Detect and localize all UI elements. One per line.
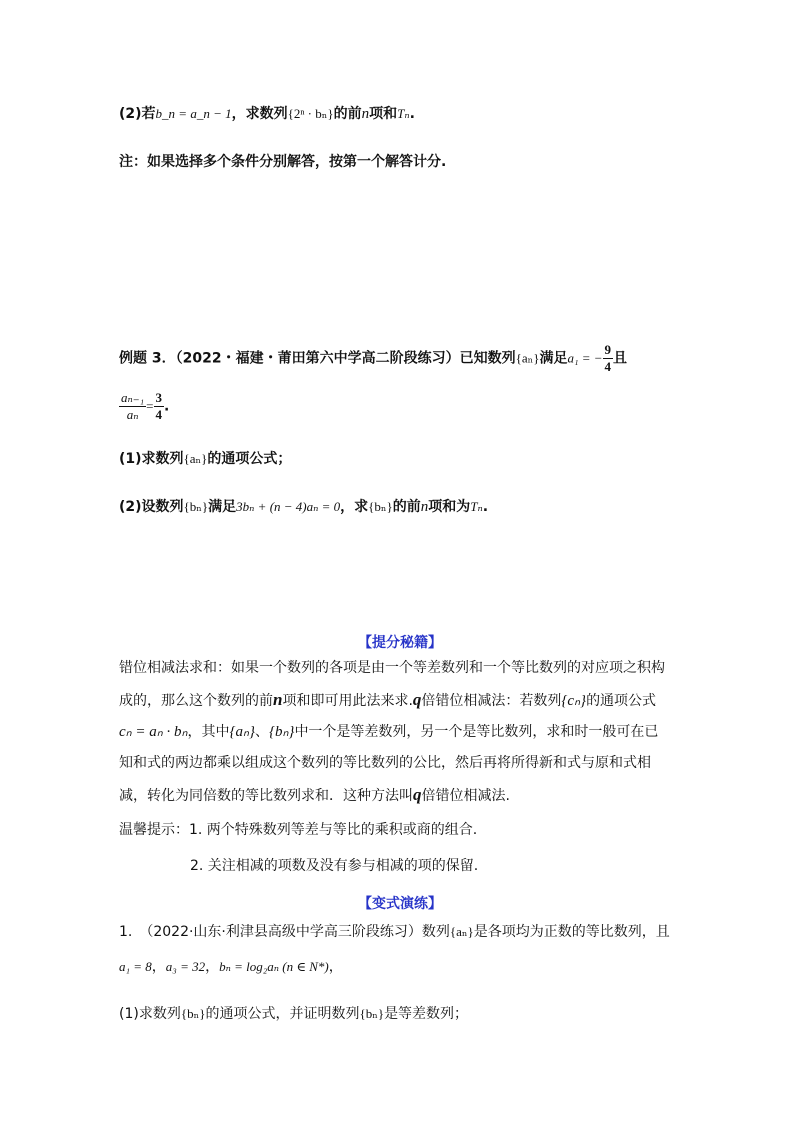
tips-l3-seq2: {bₙ} [268,724,295,740]
ratio-val-fraction [154,390,165,423]
example-3-a1: a₁ = − [567,350,603,366]
tips-l3-seq1: {aₙ} [229,724,255,740]
pr-q1-seq: {bₙ} [180,1006,206,1021]
question-2-top [119,104,415,124]
e3q2-formula: 3bₙ + (n − 4)aₙ = 0 [236,499,341,514]
pr-l1a: 1. （2022·山东·利津县高级中学高三阶段练习）数列 [119,924,450,940]
tips-l2d: 的通项公式 [586,693,657,709]
tips-line-4: 知和式的两边都乘以组成这个数列的等比数列的公比，然后再将所得新和式与原和式相 [119,755,651,771]
tips-line-1: 错位相减法求和：如果一个数列的各项是由一个等差数列和一个等比数列的对应项之积构 [119,660,665,676]
q2-seq: {2ⁿ · bₙ} [287,106,334,121]
example-3-line1 [119,342,627,375]
ratio-eq: = [146,398,154,414]
tips-l2b: 项和即可用此法来求. [282,693,413,709]
hint-1: 温馨提示：1. 两个特殊数列等差与等比的乘积或商的组合. [119,822,478,838]
example-3-prefix: 例题 3．（2022・福建・莆田第六中学高二阶段练习）已知数列 [119,350,516,367]
q2-label: (2)若 [119,106,156,122]
pr-l1-seq: {aₙ} [449,924,474,939]
tips-line-5 [119,779,699,812]
practice-line-1 [119,922,670,942]
tips-line-2 [119,684,699,717]
e3q2-tail2: 项和为 [428,499,471,515]
tips-l3-sep: 、 [254,724,269,740]
e3q2-mid: ，求 [340,499,369,515]
q2-formula: b_n = a_n − 1 [155,106,232,121]
practice-q1 [119,1004,468,1024]
e3q2-label: (2)设数列 [119,499,184,515]
e3q2-T: Tₙ [470,499,483,514]
pr-l1b: 是各项均为正数的等比数列，且 [473,924,670,940]
e3q2-seq2: {bₙ} [368,499,393,514]
q2-tail2: 项和 [369,106,398,122]
q2-mid: ，求数列 [231,106,288,122]
tips-heading: 【提分秘籍】 [358,635,442,651]
ratio-num: aₙ₋₁ [121,390,145,405]
pr-q1b: 的通项公式，并证明数列 [205,1006,360,1022]
tips-l2-q: q [412,690,422,709]
hint-2: 2. 关注相减的项数及没有参与相减的项的保留. [190,858,479,874]
tips-l5a: 减，转化为同倍数的等比数列求和．这种方法叫 [119,788,413,804]
tips-l2a: 成的，那么这个数列的前 [119,693,273,709]
example-3-line2 [119,390,169,423]
practice-heading: 【变式演练】 [358,896,442,912]
tips-l3-formula: cₙ = aₙ · bₙ [119,724,188,740]
tips-paragraph [119,653,699,812]
ratio-den: aₙ [126,407,139,422]
pr-sep2: ， [205,959,220,975]
pr-q1a: (1)求数列 [119,1006,181,1022]
e3q1-seq: {aₙ} [183,451,208,466]
q2-n: n [361,106,370,122]
q2-tail1: 的前 [333,106,362,122]
a1-num: 9 [604,342,612,357]
example-3-a1-fraction [603,342,614,375]
e3q2-tail1: 的前 [392,499,421,515]
e3q2-n: n [420,499,429,515]
pr-end: ， [328,959,343,975]
example-3-q1 [119,449,291,469]
tips-l5b: 倍错位相减法. [421,788,510,804]
e3q2-end: . [482,499,489,515]
e3q2-seq: {bₙ} [183,499,209,514]
tips-l5-q: q [413,785,422,804]
e3q2-satisfy: 满足 [208,499,237,515]
tips-l2-seq: {cₙ} [561,693,587,709]
pr-a3: a₃ = 32 [165,959,206,974]
pr-a1: a₁ = 8 [119,959,152,974]
practice-line-2 [119,957,343,977]
pr-sep1: ， [151,959,166,975]
tips-l2-n: n [273,690,283,709]
e3q1-label: (1)求数列 [119,451,184,467]
pr-q1c: 是等差数列； [384,1006,469,1022]
tips-l3a: ，其中 [187,724,230,740]
ratio-fraction [119,390,146,423]
ratio-val-den: 4 [155,407,162,422]
q2-end: . [409,106,415,122]
q2-T: Tₙ [397,106,410,121]
ratio-val-num: 3 [155,390,162,405]
note: 注：如果选择多个条件分别解答，按第一个解答计分. [119,154,447,170]
e3q1-tail: 的通项公式； [207,451,292,467]
pr-bn: bₙ = log₂aₙ (n ∈ N*) [219,959,329,974]
example-3-seq: {aₙ} [515,350,540,366]
a1-den: 4 [604,359,612,374]
pr-q1-seq2: {bₙ} [359,1006,385,1021]
tips-l2c: 倍错位相减法：若数列 [421,693,562,709]
example-3-satisfy: 满足 [539,350,568,367]
example-3-and: 且 [613,350,628,367]
example-3-q2 [119,497,488,517]
ratio-end: . [164,398,170,415]
tips-line-3 [119,717,699,748]
tips-l3b: 中一个是等差数列，另一个是等比数列，求和时一般可在已 [294,724,659,740]
